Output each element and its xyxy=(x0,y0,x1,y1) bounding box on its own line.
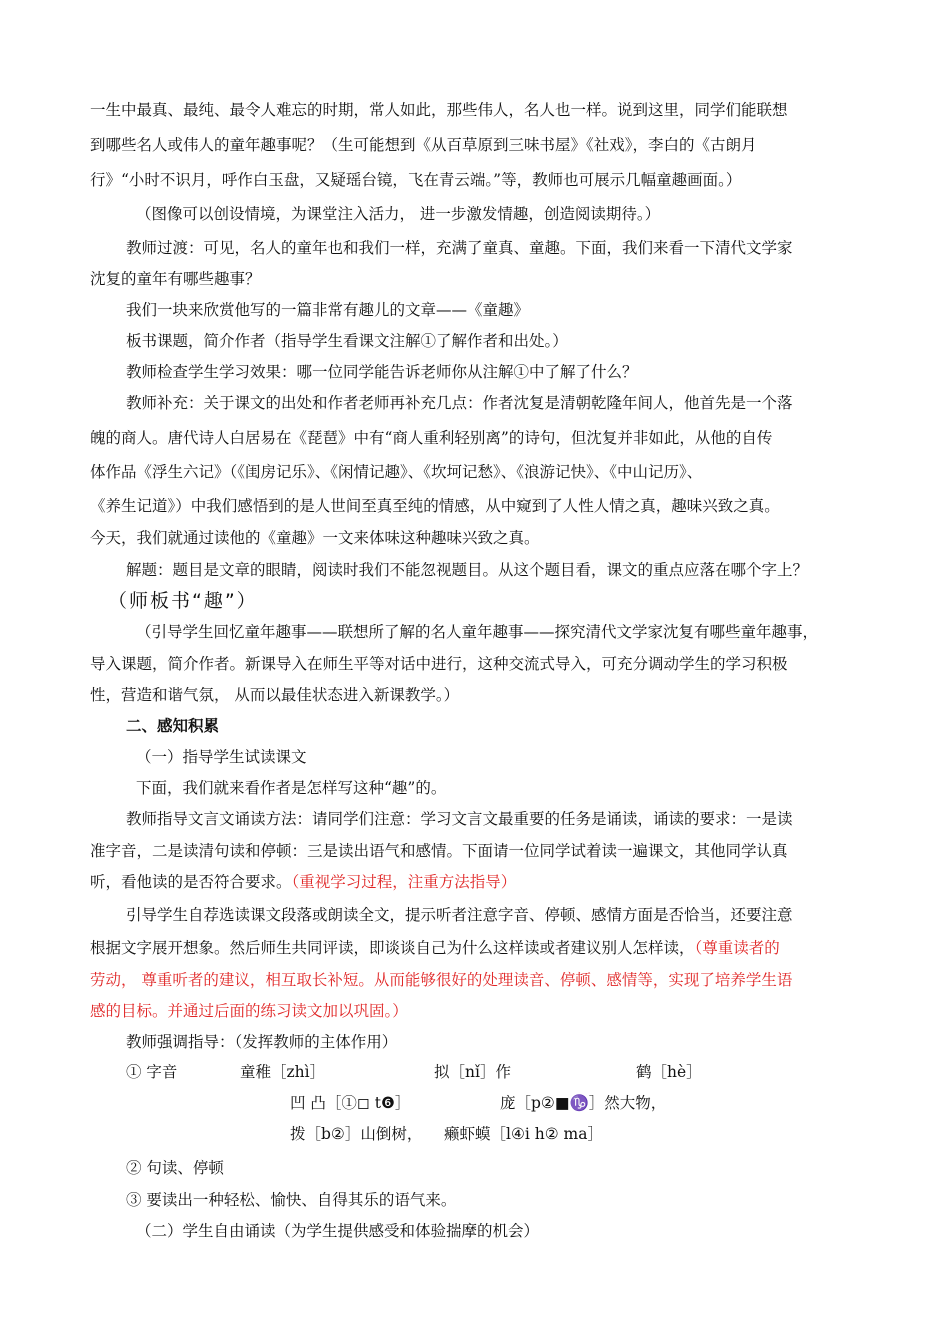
text-line: 魄的商人。唐代诗人白居易在《琵琶》中有“商人重利轻别离”的诗句，但沈复并非如此，从他的自传 xyxy=(90,429,773,447)
board-heading: （师板书“趣”） xyxy=(108,590,258,612)
text-line: 教师指导文言文诵读方法：请同学们注意：学习文言文最重要的任务是诵读，诵读的要求：一是读 xyxy=(126,810,793,828)
text-line xyxy=(90,872,516,892)
text-line: 教师过渡：可见，名人的童年也和我们一样，充满了童真、童趣。下面，我们来看一下清代文学家 xyxy=(126,239,793,257)
text-line: 《养生记道》）中我们感悟到的是人世间至真至纯的情感，从中窥到了人性人情之真，趣味兴致之真。 xyxy=(90,497,780,515)
red-note: （尊重读者的 xyxy=(694,939,780,957)
text-line: （图像可以创设情境，为课堂注入活力， 进一步激发情趣，创造阅读期待。） xyxy=(136,205,661,223)
red-note: 劳动， 尊重听者的建议，相互取长补短。从而能够很好的处理读音、停顿、感情等，实现了培养学生语 xyxy=(90,971,793,989)
pronunciation-item: 庞［p②■♑］然大物， xyxy=(500,1094,667,1112)
text-line: 引导学生自荐选读课文段落或朗读全文，提示听者注意字音、停顿、感情方面是否恰当，还要注意 xyxy=(126,906,793,924)
text-line: 教师补充：关于课文的出处和作者老师再补充几点：作者沈复是清朝乾隆年间人，他首先是一个落 xyxy=(126,394,793,412)
text-line: 板书课题，简介作者（指导学生看课文注解①了解作者和出处。） xyxy=(126,332,568,350)
text-line: 体作品《浮生六记》（《闺房记乐》、《闲情记趣》、《坎坷记愁》、《浪游记快》、《中山记历》、 xyxy=(90,463,703,481)
text-span: 根据文字展开想象。然后师生共同评读，即谈谈自己为什么这样读或者建议别人怎样读， xyxy=(90,939,695,957)
pronunciation-item: 拨［b②］山倒树， xyxy=(290,1125,423,1143)
text-line: 我们一块来欣赏他写的一篇非常有趣儿的文章——《童趣》 xyxy=(126,301,530,319)
text-line: 一生中最真、最纯、最令人难忘的时期，常人如此，那些伟人，名人也一样。说到这里，同学们能联想 xyxy=(90,101,788,119)
pronunciation-item: 鹤［hè］ xyxy=(636,1063,702,1081)
text-line: 今天，我们就通过读他的《童趣》一文来体味这种趣味兴致之真。 xyxy=(90,529,540,547)
text-span: 听，看他读的是否符合要求。 xyxy=(90,873,292,891)
pronunciation-item: 拟［nǐ］作 xyxy=(434,1063,511,1081)
text-line: 到哪些名人或伟人的童年趣事呢？（生可能想到《从百草原到三味书屋》《社戏》，李白的《古朗月 xyxy=(90,136,757,154)
text-line: 行》“小时不识月，呼作白玉盘，又疑瑶台镜，飞在青云端。”等，教师也可展示几幅童趣画面。） xyxy=(90,171,742,189)
text-line: 解题：题目是文章的眼睛，阅读时我们不能忽视题目。从这个题目看，课文的重点应落在哪个字上？ xyxy=(126,561,809,579)
text-line: （引导学生回忆童年趣事——联想所了解的名人童年趣事——探究清代文学家沈复有哪些童年趣事， xyxy=(136,623,819,641)
text-line: ② 句读、停顿 xyxy=(126,1159,224,1177)
text-line: 准字音，二是读清句读和停顿：三是读出语气和感情。下面请一位同学试着读一遍课文，其他同学认真 xyxy=(90,842,788,860)
section-heading: 二、感知积累 xyxy=(126,717,220,735)
text-line: 沈复的童年有哪些趣事？ xyxy=(90,270,261,288)
red-note: （重视学习过程，注重方法指导） xyxy=(291,873,517,891)
subsection-heading: （二）学生自由诵读（为学生提供感受和体验揣摩的机会） xyxy=(136,1222,540,1240)
red-note: 感的目标。并通过后面的练习读文加以巩固。） xyxy=(90,1002,408,1020)
text-line xyxy=(90,938,780,958)
pronunciation-item: 童稚［zhì］ xyxy=(240,1063,326,1081)
subsection-heading: （一）指导学生试读课文 xyxy=(136,748,307,766)
text-line: ③ 要读出一种轻松、愉快、自得其乐的语气来。 xyxy=(126,1191,457,1209)
text-line: 导入课题，简介作者。新课导入在师生平等对话中进行，这种交流式导入，可充分调动学生的学习积极 xyxy=(90,655,788,673)
pronunciation-item: 凹 凸［①◻ t❻］ xyxy=(290,1094,411,1112)
text-line: 性，营造和谐气氛， 从而以最佳状态进入新课教学。） xyxy=(90,686,460,704)
text-line: 教师检查学生学习效果：哪一位同学能告诉老师你从注解①中了解了什么？ xyxy=(126,363,638,381)
text-line: 教师强调指导：（发挥教师的主体作用） xyxy=(126,1033,398,1051)
text-line: 下面，我们就来看作者是怎样写这种“趣”的。 xyxy=(136,779,447,797)
pronunciation-label: ① 字音 xyxy=(126,1063,178,1081)
pronunciation-item: 癞虾蟆［l④i h② ma］ xyxy=(444,1125,603,1143)
